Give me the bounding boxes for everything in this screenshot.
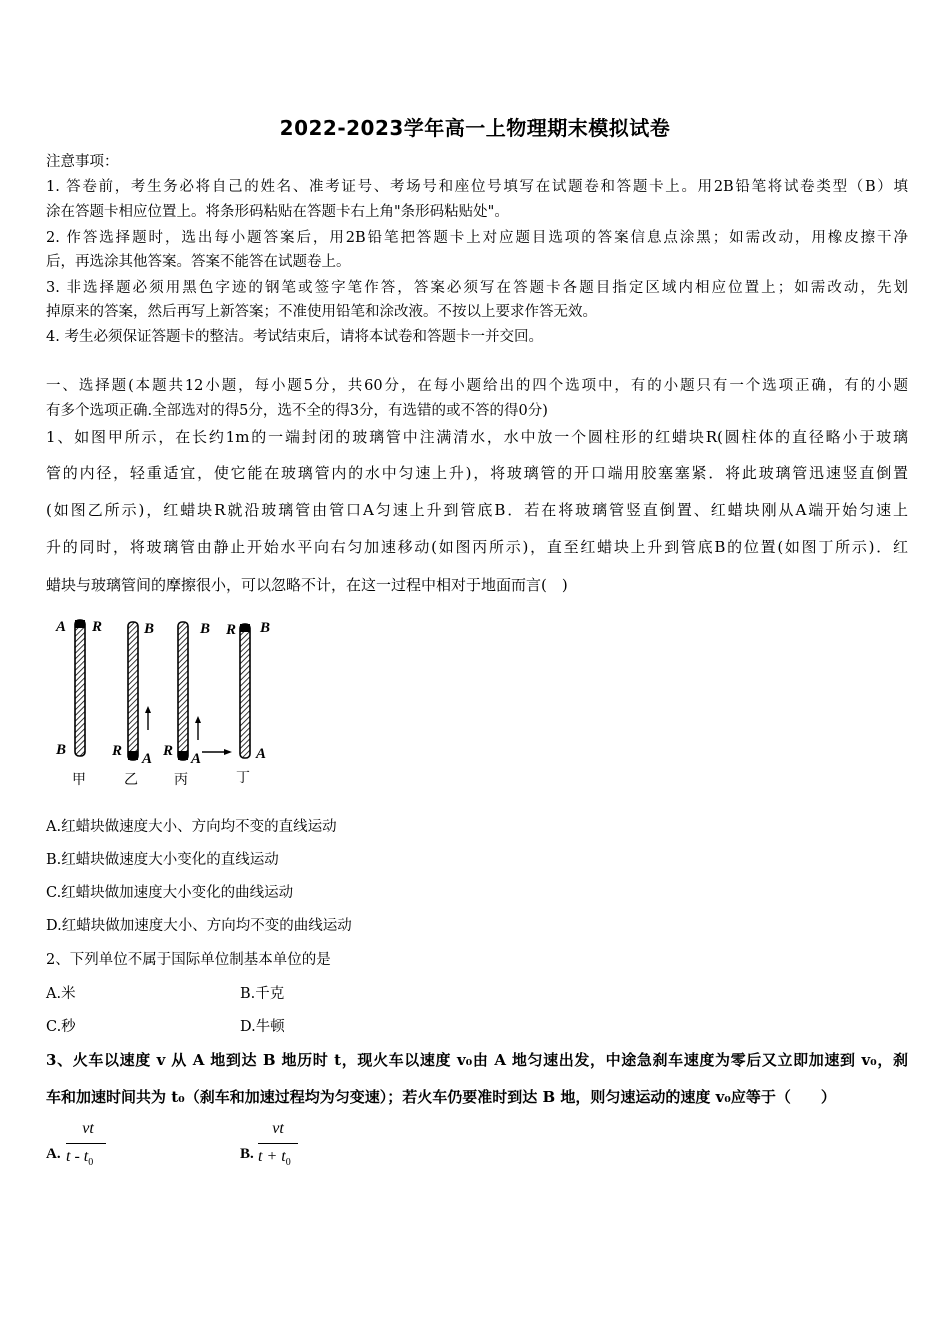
tube-jia-label-a: A bbox=[56, 619, 67, 635]
notice-line-5: 3. 非选择题必须用黑色字迹的钢笔或签字笔作答，答案必须写在答题卡各题目指定区域内相应位置上；如需改动，先划 bbox=[46, 280, 908, 296]
notice-line-7: 4. 考生必须保证答题卡的整洁。考试结束后，请将本试卷和答题卡一并交回。 bbox=[46, 329, 543, 345]
q3-option-b-numerator: vt bbox=[272, 1120, 284, 1137]
q1-stem-line-1: 1、如图甲所示，在长约1m的一端封闭的玻璃管中注满清水，水中放一个圆柱形的红蜡块R(圆柱体的直径略小于玻璃 bbox=[46, 428, 908, 446]
q2-option-d: D.牛顿 bbox=[240, 1019, 285, 1035]
tube-jia-label-r: R bbox=[92, 619, 103, 635]
q1-stem-line-5: 蜡块与玻璃管间的摩擦很小，可以忽略不计，在这一过程中相对于地面而言( ) bbox=[46, 576, 568, 594]
q1-stem-line-4: 升的同时，将玻璃管由静止开始水平向右匀加速移动(如图丙所示)，直至红蜡块上升到管底B的位置(如图丁所示)．红 bbox=[46, 538, 908, 556]
q1-option-c: C.红蜡块做加速度大小变化的曲线运动 bbox=[46, 885, 294, 901]
tube-yi-label-r: R bbox=[112, 743, 123, 759]
notice-line-4: 后，再选涂其他答案。答案不能答在试题卷上。 bbox=[46, 254, 351, 270]
tube-ding-caption: 丁 bbox=[236, 770, 250, 786]
q3-stem-line-1: 3、火车以速度 v 从 A 地到达 B 地历时 t，现火车以速度 v₀由 A 地匀速出发，中途急刹车速度为零后又立即加速到 v₀，刹 bbox=[46, 1051, 908, 1069]
q3-stem-line-2: 车和加速时间共为 t₀（刹车和加速过程均为匀变速）；若火车仍要准时到达 B 地，则匀速运动的速度 v₀应等于（ ） bbox=[46, 1088, 836, 1106]
tube-bing-label-r: R bbox=[163, 743, 174, 759]
tube-bing-label-a: A bbox=[191, 751, 202, 767]
q3-option-a bbox=[46, 1120, 136, 1170]
q3-option-a-denominator: t - $t_0$ bbox=[66, 1148, 94, 1169]
tube-yi-label-b: B bbox=[144, 621, 155, 637]
q2-option-a: A.米 bbox=[46, 986, 76, 1002]
q1-figure bbox=[48, 612, 288, 792]
q3-option-a-label: A. bbox=[46, 1146, 61, 1162]
tube-ding-label-b: B bbox=[260, 620, 271, 636]
notice-line-3: 2. 作答选择题时，选出每小题答案后，用2B铅笔把答题卡上对应题目选项的答案信息点涂黑；如需改动，用橡皮擦干净 bbox=[46, 230, 908, 246]
tube-yi-caption: 乙 bbox=[124, 772, 138, 788]
q3-option-a-numerator: vt bbox=[82, 1120, 94, 1137]
tube-jia-label-b: B bbox=[56, 742, 67, 758]
q1-option-b: B.红蜡块做速度大小变化的直线运动 bbox=[46, 852, 279, 868]
section-heading-line-2: 有多个选项正确.全部选对的得5分，选不全的得3分，有选错的或不答的得0分) bbox=[46, 403, 548, 419]
tube-bing-label-b: B bbox=[200, 621, 211, 637]
notice-heading: 注意事项： bbox=[46, 154, 119, 170]
q1-stem-line-3: (如图乙所示)，红蜡块R就沿玻璃管由管口A匀速上升到管底B．若在将玻璃管竖直倒置、红蜡块刚从A端开始匀速上 bbox=[46, 501, 908, 519]
q2-option-c: C.秒 bbox=[46, 1019, 76, 1035]
notice-line-1: 1. 答卷前，考生务必将自己的姓名、准考证号、考场号和座位号填写在试题卷和答题卡上。用2B铅笔将试卷类型（B）填 bbox=[46, 179, 908, 195]
q1-option-a: A.红蜡块做速度大小、方向均不变的直线运动 bbox=[46, 819, 337, 835]
q3-option-b-denominator: $t + t_0$ bbox=[258, 1148, 291, 1169]
tube-yi-label-a: A bbox=[142, 751, 153, 767]
q3-option-a-fraction-bar bbox=[66, 1143, 106, 1144]
page-title: 2022-2023学年高一上物理期末模拟试卷 bbox=[279, 116, 671, 140]
notice-line-6: 掉原来的答案，然后再写上新答案；不准使用铅笔和涂改液。不按以上要求作答无效。 bbox=[46, 304, 597, 320]
tube-ding bbox=[225, 620, 270, 786]
q3-option-b-fraction-bar bbox=[258, 1143, 298, 1144]
q2-stem: 2、下列单位不属于国际单位制基本单位的是 bbox=[46, 952, 331, 968]
section-heading-line-1: 一、选择题(本题共12小题，每小题5分，共60分，在每小题给出的四个选项中，有的小题只有一个选项正确，有的小题 bbox=[46, 378, 908, 394]
tube-bing bbox=[162, 621, 232, 788]
q1-option-d: D.红蜡块做加速度大小、方向均不变的曲线运动 bbox=[46, 918, 352, 934]
notice-line-2: 涂在答题卡相应位置上。将条形码粘贴在答题卡右上角"条形码粘贴处"。 bbox=[46, 204, 509, 220]
tube-ding-label-a: A bbox=[256, 746, 267, 762]
q3-option-b bbox=[240, 1120, 330, 1170]
tube-jia bbox=[55, 619, 102, 788]
q2-option-b: B.千克 bbox=[240, 986, 285, 1002]
tube-yi bbox=[111, 621, 154, 788]
glass-tubes-diagram bbox=[48, 612, 288, 792]
tube-bing-caption: 丙 bbox=[174, 772, 188, 788]
tube-jia-caption: 甲 bbox=[72, 772, 86, 788]
q1-stem-line-2: 管的内径，轻重适宜，使它能在玻璃管内的水中匀速上升)，将玻璃管的开口端用胶塞塞紧．将此玻璃管迅速竖直倒置 bbox=[46, 464, 908, 482]
q3-option-b-label: B. bbox=[240, 1146, 254, 1162]
tube-ding-label-r: R bbox=[226, 622, 237, 638]
